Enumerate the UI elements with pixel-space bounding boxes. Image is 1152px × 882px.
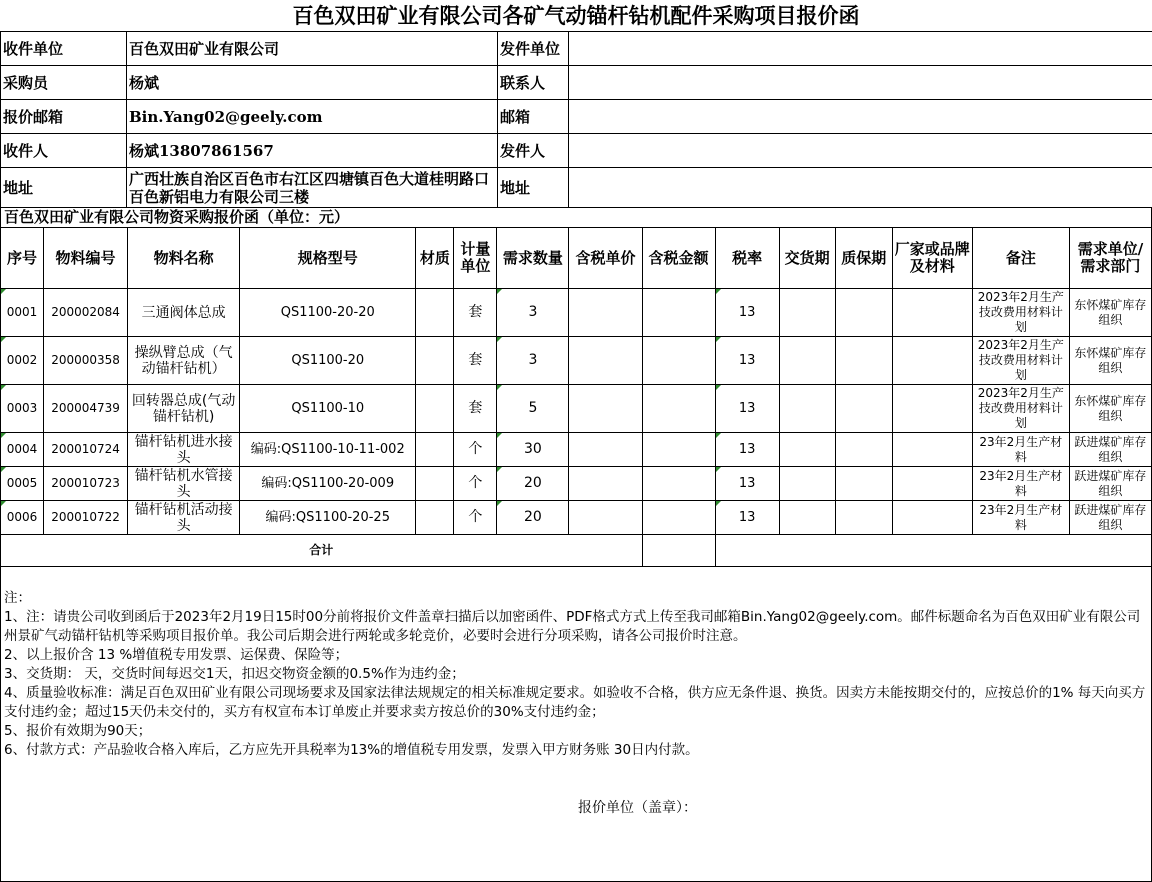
recipient-unit-label: 收件单位	[1, 32, 127, 66]
table-row	[1, 467, 1152, 501]
cell-amount[interactable]	[642, 289, 715, 337]
col-dept: 需求单位/需求部门	[1069, 228, 1151, 289]
cell-seq[interactable]: 0003	[1, 385, 44, 433]
cell-qty[interactable]: 20	[497, 467, 569, 501]
cell-qty[interactable]: 30	[497, 433, 569, 467]
cell-dept[interactable]: 跃进煤矿库存组织	[1069, 433, 1151, 467]
column-header-row	[1, 228, 1152, 289]
cell-price[interactable]	[569, 337, 642, 385]
cell-code[interactable]: 200004739	[44, 385, 128, 433]
receiver-value[interactable]: 杨斌13807861567	[127, 134, 498, 168]
header-row	[1, 134, 1152, 168]
cell-material[interactable]	[416, 337, 454, 385]
col-material: 材质	[416, 228, 454, 289]
col-amount: 含税金额	[642, 228, 715, 289]
header-info-table	[0, 31, 1152, 208]
section-subtitle: 百色双田矿业有限公司物资采购报价函（单位：元）	[0, 207, 1152, 227]
cell-spec[interactable]: 编码:QS1100-20-25	[240, 501, 416, 535]
col-tax: 税率	[715, 228, 779, 289]
total-rest	[715, 535, 1151, 567]
table-row	[1, 385, 1152, 433]
cell-code[interactable]: 200000358	[44, 337, 128, 385]
sender-unit-label: 发件单位	[498, 32, 569, 66]
cell-spec[interactable]: 编码:QS1100-10-11-002	[240, 433, 416, 467]
cell-name[interactable]: 锚杆钻机活动接头	[128, 501, 240, 535]
cell-tax[interactable]: 13	[715, 501, 779, 535]
cell-price[interactable]	[569, 501, 642, 535]
cell-delivery[interactable]	[779, 501, 835, 535]
table-row	[1, 337, 1152, 385]
cell-seq[interactable]: 0005	[1, 467, 44, 501]
col-warranty: 质保期	[835, 228, 892, 289]
cell-dept[interactable]: 跃进煤矿库存组织	[1069, 501, 1151, 535]
cell-qty[interactable]: 3	[497, 289, 569, 337]
buyer-label: 采购员	[1, 66, 127, 100]
total-amount[interactable]	[642, 535, 715, 567]
quote-email-label: 报价邮箱	[1, 100, 127, 134]
cell-remark[interactable]: 2023年2月生产技改费用材料计划	[972, 337, 1069, 385]
cell-spec[interactable]: QS1100-10	[240, 385, 416, 433]
email-value[interactable]	[569, 100, 1152, 134]
col-seq: 序号	[1, 228, 44, 289]
cell-brand[interactable]	[892, 501, 972, 535]
cell-seq[interactable]: 0006	[1, 501, 44, 535]
receiver-label: 收件人	[1, 134, 127, 168]
cell-warranty[interactable]	[835, 501, 892, 535]
cell-code[interactable]: 200002084	[44, 289, 128, 337]
note-line: 6、付款方式：产品验收合格入库后，乙方应先开具税率为13%的增值税专用发票，发票入甲方财务账 30日内付款。	[4, 742, 699, 758]
cell-amount[interactable]	[642, 385, 715, 433]
cell-qty[interactable]: 5	[497, 385, 569, 433]
col-name: 物料名称	[128, 228, 240, 289]
cell-delivery[interactable]	[779, 337, 835, 385]
cell-remark[interactable]: 23年2月生产材料	[972, 467, 1069, 501]
cell-material[interactable]	[416, 385, 454, 433]
table-row	[1, 289, 1152, 337]
col-delivery: 交货期	[779, 228, 835, 289]
cell-material[interactable]	[416, 501, 454, 535]
sender-unit-value[interactable]	[569, 32, 1152, 66]
cell-warranty[interactable]	[835, 337, 892, 385]
buyer-value[interactable]: 杨斌	[127, 66, 498, 100]
cell-seq[interactable]: 0002	[1, 337, 44, 385]
cell-delivery[interactable]	[779, 433, 835, 467]
note-line: 注：	[4, 590, 31, 606]
recipient-unit-value[interactable]: 百色双田矿业有限公司	[127, 32, 498, 66]
cell-material[interactable]	[416, 467, 454, 501]
total-label: 合计	[1, 535, 643, 567]
cell-code[interactable]: 200010722	[44, 501, 128, 535]
note-line: 5、报价有效期为90天；	[4, 723, 152, 739]
cell-seq[interactable]: 0004	[1, 433, 44, 467]
cell-delivery[interactable]	[779, 289, 835, 337]
cell-brand[interactable]	[892, 433, 972, 467]
cell-seq[interactable]: 0001	[1, 289, 44, 337]
col-unit: 计量单位	[454, 228, 497, 289]
table-row	[1, 433, 1152, 467]
contact-value[interactable]	[569, 66, 1152, 100]
address-value[interactable]: 广西壮族自治区百色市右江区四塘镇百色大道桂明路口百色新铝电力有限公司三楼	[127, 168, 498, 208]
cell-brand[interactable]	[892, 385, 972, 433]
cell-unit[interactable]: 个	[454, 433, 497, 467]
cell-qty[interactable]: 20	[497, 501, 569, 535]
email-label: 邮箱	[498, 100, 569, 134]
cell-remark[interactable]: 2023年2月生产技改费用材料计划	[972, 385, 1069, 433]
cell-delivery[interactable]	[779, 467, 835, 501]
sender-address-label: 地址	[498, 168, 569, 208]
table-row	[1, 501, 1152, 535]
page-title: 百色双田矿业有限公司各矿气动锚杆钻机配件采购项目报价函	[292, 3, 860, 28]
cell-qty[interactable]: 3	[497, 337, 569, 385]
cell-price[interactable]	[569, 467, 642, 501]
col-spec: 规格型号	[240, 228, 416, 289]
col-remark: 备注	[972, 228, 1069, 289]
cell-unit[interactable]: 个	[454, 501, 497, 535]
signature-label: 报价单位（盖章）：	[578, 800, 697, 816]
header-row	[1, 100, 1152, 134]
items-table	[0, 227, 1152, 567]
cell-unit[interactable]: 套	[454, 337, 497, 385]
cell-amount[interactable]	[642, 337, 715, 385]
cell-spec[interactable]: QS1100-20-20	[240, 289, 416, 337]
quote-email-value[interactable]: Bin.Yang02@geely.com	[127, 100, 498, 134]
note-line: 3、交货期： 天，交货时间每迟交1天，扣迟交物资金额的0.5%作为违约金；	[4, 666, 465, 682]
cell-tax[interactable]: 13	[715, 467, 779, 501]
col-brand: 厂家或品牌及材料	[892, 228, 972, 289]
header-row	[1, 66, 1152, 100]
total-row	[1, 535, 1152, 567]
cell-warranty[interactable]	[835, 433, 892, 467]
cell-delivery[interactable]	[779, 385, 835, 433]
cell-spec[interactable]: 编码:QS1100-20-009	[240, 467, 416, 501]
cell-material[interactable]	[416, 289, 454, 337]
cell-price[interactable]	[569, 433, 642, 467]
cell-tax[interactable]: 13	[715, 385, 779, 433]
cell-price[interactable]	[569, 289, 642, 337]
cell-name[interactable]: 操纵臂总成（气动锚杆钻机）	[128, 337, 240, 385]
sender-value[interactable]	[569, 134, 1152, 168]
cell-dept[interactable]: 东怀煤矿库存组织	[1069, 289, 1151, 337]
cell-amount[interactable]	[642, 501, 715, 535]
header-row	[1, 168, 1152, 208]
cell-price[interactable]	[569, 385, 642, 433]
cell-brand[interactable]	[892, 467, 972, 501]
cell-name[interactable]: 锚杆钻机水管接头	[128, 467, 240, 501]
cell-material[interactable]	[416, 433, 454, 467]
cell-amount[interactable]	[642, 433, 715, 467]
col-qty: 需求数量	[497, 228, 569, 289]
col-price: 含税单价	[569, 228, 642, 289]
cell-name[interactable]: 锚杆钻机进水接头	[128, 433, 240, 467]
cell-tax[interactable]: 13	[715, 433, 779, 467]
cell-unit[interactable]: 套	[454, 289, 497, 337]
note-line: 1、注：请贵公司收到函后于2023年2月19日15时00分前将报价文件盖章扫描后以加密函件、PDF格式方式上传至我司邮箱Bin.Yang02@geely.com。邮件标题命名为百色双田矿业有限公司州景矿气动锚杆钻机等采购项目报价单。我公司后期会进行两轮或多轮竞价，必要时会进行分项采购，请各公司报价时注意。	[4, 609, 1141, 644]
note-line: 4、质量验收标准：满足百色双田矿业有限公司现场要求及国家法律法规规定的相关标准规定要求。如验收不合格，供方应无条件退、换货。因卖方未能按期交付的，应按总价的1% 每天向买方支付违约金；超过15天仍未交付的，买方有权宣布本订单废止并要求卖方按总价的30%支付违约金；	[4, 685, 1146, 720]
cell-remark[interactable]: 23年2月生产材料	[972, 433, 1069, 467]
sender-label: 发件人	[498, 134, 569, 168]
cell-name[interactable]: 三通阀体总成	[128, 289, 240, 337]
header-row	[1, 32, 1152, 66]
cell-warranty[interactable]	[835, 289, 892, 337]
cell-warranty[interactable]	[835, 385, 892, 433]
address-label: 地址	[1, 168, 127, 208]
cell-tax[interactable]: 13	[715, 337, 779, 385]
cell-dept[interactable]: 东怀煤矿库存组织	[1069, 337, 1151, 385]
cell-brand[interactable]	[892, 337, 972, 385]
notes-section	[0, 566, 1152, 882]
col-code: 物料编号	[44, 228, 128, 289]
cell-code[interactable]: 200010723	[44, 467, 128, 501]
cell-dept[interactable]: 东怀煤矿库存组织	[1069, 385, 1151, 433]
cell-unit[interactable]: 个	[454, 467, 497, 501]
cell-amount[interactable]	[642, 467, 715, 501]
cell-tax[interactable]: 13	[715, 289, 779, 337]
cell-code[interactable]: 200010724	[44, 433, 128, 467]
cell-warranty[interactable]	[835, 467, 892, 501]
cell-dept[interactable]: 跃进煤矿库存组织	[1069, 467, 1151, 501]
cell-remark[interactable]: 23年2月生产材料	[972, 501, 1069, 535]
sender-address-value[interactable]	[569, 168, 1152, 208]
cell-brand[interactable]	[892, 289, 972, 337]
cell-unit[interactable]: 套	[454, 385, 497, 433]
note-line: 2、以上报价含 13 %增值税专用发票、运保费、保险等；	[4, 647, 349, 663]
cell-remark[interactable]: 2023年2月生产技改费用材料计划	[972, 289, 1069, 337]
contact-label: 联系人	[498, 66, 569, 100]
cell-spec[interactable]: QS1100-20	[240, 337, 416, 385]
cell-name[interactable]: 回转器总成(气动锚杆钻机)	[128, 385, 240, 433]
